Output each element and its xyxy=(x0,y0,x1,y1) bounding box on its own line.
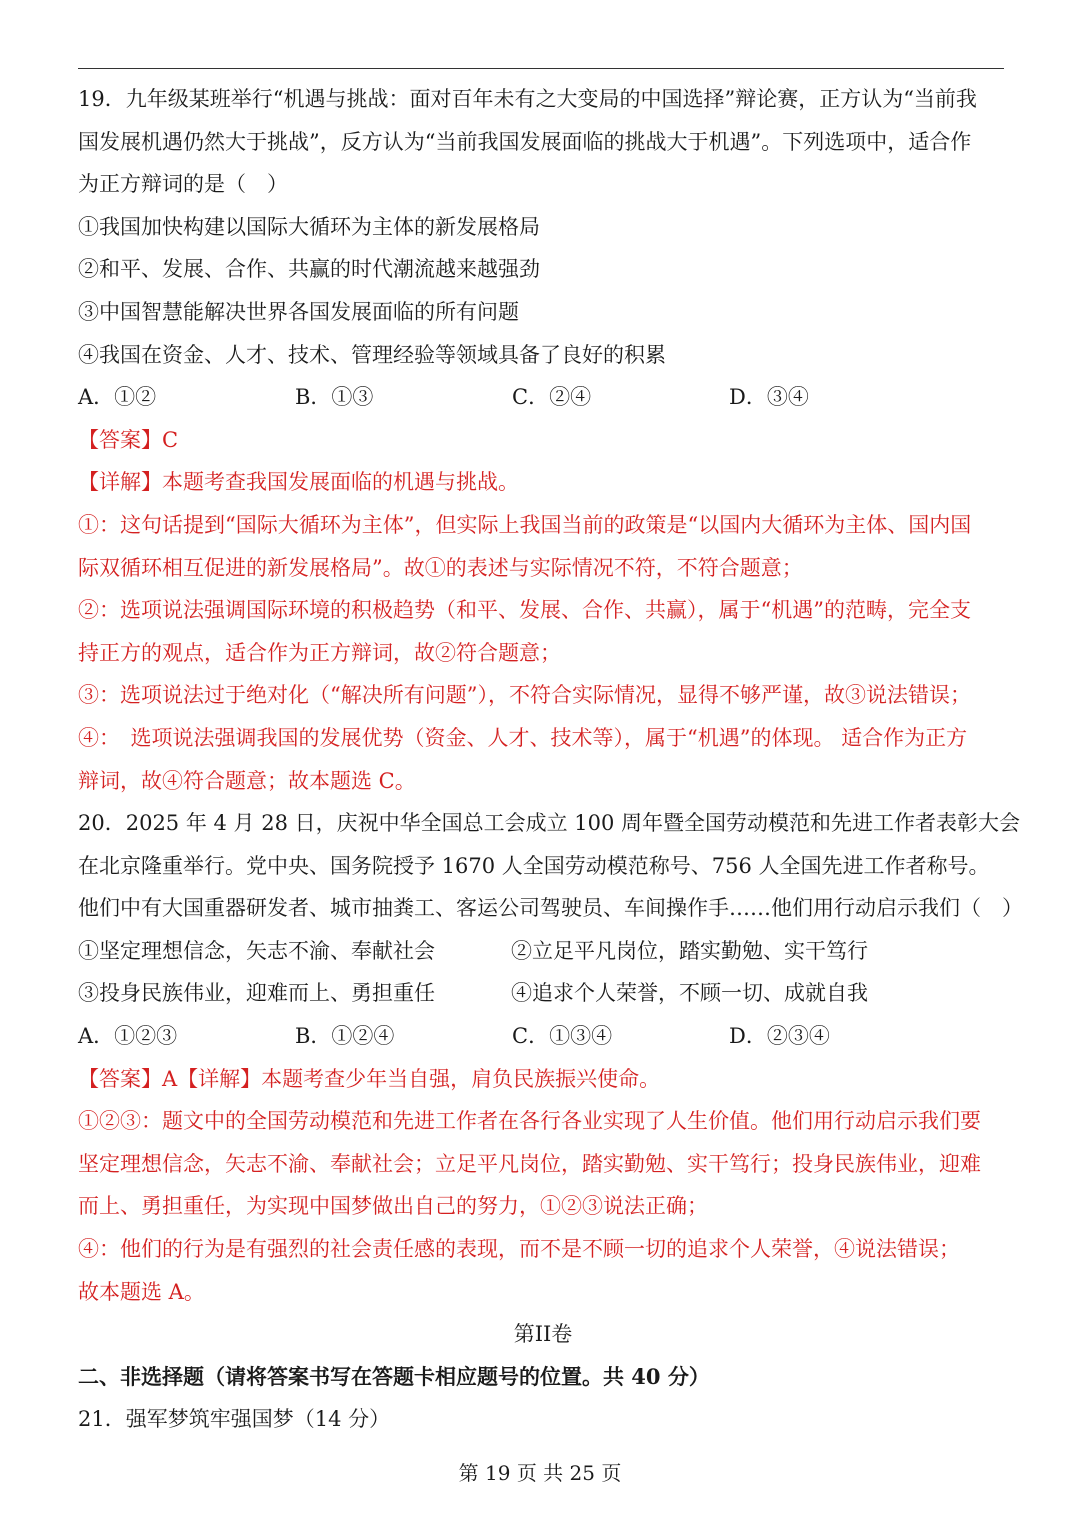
section-heading: 二、非选择题（请将答案书写在答题卡相应题号的位置。共 40 分） xyxy=(78,1363,710,1389)
analysis-line: 持正方的观点，适合作为正方辩词，故②符合题意； xyxy=(78,640,561,665)
analysis-line: ②：选项说法强调国际环境的积极趋势（和平、发展、合作、共赢），属于“机遇”的范畴，完全支 xyxy=(78,598,971,623)
option-c: C．②④ xyxy=(512,385,592,410)
analysis-line: ③：选项说法过于绝对化（“解决所有问题”），不符合实际情况，显得不够严谨，故③说法错误； xyxy=(78,683,971,708)
analysis-line: 故本题选 A。 xyxy=(78,1279,205,1304)
option-a: A．①② xyxy=(78,385,157,410)
answer-options xyxy=(78,376,1008,419)
statement-item: ①我国加快构建以国际大循环为主体的新发展格局 xyxy=(78,214,540,239)
analysis-line: 际双循环相互促进的新发展格局”。故①的表述与实际情况不符，不符合题意； xyxy=(78,555,803,580)
analysis-line: ④： 选项说法强调我国的发展优势（资金、人才、技术等），属于“机遇”的体现。 适合作为正方 xyxy=(78,725,968,750)
detail-heading: 【详解】本题考查我国发展面临的机遇与挑战。 xyxy=(78,470,519,495)
option-b: B．①②④ xyxy=(295,1024,395,1049)
question-stem-line: 20．2025 年 4 月 28 日，庆祝中华全国总工会成立 100 周年暨全国劳动模范和先进工作者表彰大会 xyxy=(78,811,1021,836)
question-21-title: 21．强军梦筑牢强国梦（14 分） xyxy=(78,1407,391,1432)
question-stem-line: 为正方辩词的是（ ） xyxy=(78,172,288,197)
analysis-line: ①②③：题文中的全国劳动模范和先进工作者在各行各业实现了人生价值。他们用行动启示我们要 xyxy=(78,1109,981,1134)
answer-label: 【答案】C xyxy=(78,427,179,452)
question-19 xyxy=(78,78,1008,802)
analysis-line: ④：他们的行为是有强烈的社会责任感的表现，而不是不顾一切的追求个人荣誉，④说法错误； xyxy=(78,1237,960,1262)
statement-row xyxy=(78,972,1008,1015)
volume-title: 第II卷 xyxy=(513,1322,573,1347)
question-stem-line: 他们中有大国重器研发者、城市抽粪工、客运公司驾驶员、车间操作手……他们用行动启示我们（ ） xyxy=(78,896,1023,921)
page-footer: 第 19 页 共 25 页 xyxy=(458,1461,622,1485)
statement-item: ②和平、发展、合作、共赢的时代潮流越来越强劲 xyxy=(78,257,540,282)
statement-item: ④追求个人荣誉，不顾一切、成就自我 xyxy=(511,981,868,1006)
option-c: C．①③④ xyxy=(512,1024,613,1049)
statement-item: ②立足平凡岗位，踏实勤勉、实干笃行 xyxy=(511,938,868,963)
header-rule xyxy=(78,68,1004,69)
question-stem-line: 19．九年级某班举行“机遇与挑战：面对百年未有之大变局的中国选择”辩论赛，正方认为“当前我 xyxy=(78,87,977,111)
page-content xyxy=(78,78,1023,1441)
analysis-line: 而上、勇担重任，为实现中国梦做出自己的努力，①②③说法正确； xyxy=(78,1194,708,1219)
statement-row xyxy=(78,930,1008,973)
statement-item: ①坚定理想信念，矢志不渝、奉献社会 xyxy=(78,938,435,963)
option-d: D．②③④ xyxy=(729,1024,830,1049)
analysis-line: ①：这句话提到“国际大循环为主体”，但实际上我国当前的政策是“以国内大循环为主体、国内国 xyxy=(78,512,972,537)
answer-options xyxy=(78,1015,1008,1058)
answer-detail: 【答案】A【详解】本题考查少年当自强，肩负民族振兴使命。 xyxy=(78,1066,661,1091)
statement-item: ③中国智慧能解决世界各国发展面临的所有问题 xyxy=(78,299,519,324)
question-20 xyxy=(78,802,1023,1313)
analysis-line: 坚定理想信念，矢志不渝、奉献社会；立足平凡岗位，踏实勤勉、实干笃行；投身民族伟业，迎难 xyxy=(78,1151,981,1176)
statement-item: ③投身民族伟业，迎难而上、勇担重任 xyxy=(78,981,435,1006)
option-b: B．①③ xyxy=(295,385,374,410)
option-d: D．③④ xyxy=(729,385,809,410)
section-two xyxy=(78,1313,1008,1441)
question-stem-line: 国发展机遇仍然大于挑战”，反方认为“当前我国发展面临的挑战大于机遇”。下列选项中，适合作 xyxy=(78,129,972,154)
analysis-line: 辩词，故④符合题意；故本题选 C。 xyxy=(78,768,416,793)
question-stem-line: 在北京隆重举行。党中央、国务院授予 1670 人全国劳动模范称号、756 人全国先进工作者称号。 xyxy=(78,853,990,878)
option-a: A．①②③ xyxy=(78,1024,178,1049)
statement-item: ④我国在资金、人才、技术、管理经验等领域具备了良好的积累 xyxy=(78,342,666,367)
